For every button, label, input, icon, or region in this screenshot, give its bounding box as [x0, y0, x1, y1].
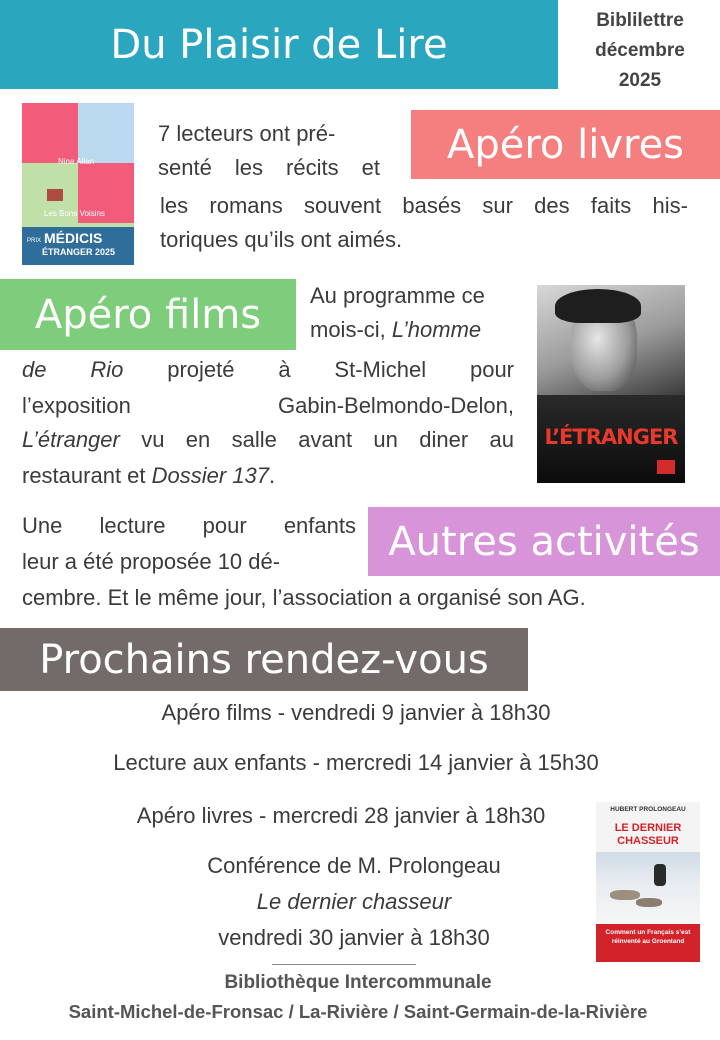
- apero-livres-text-2: senté les récits et: [158, 155, 380, 180]
- apero-films-line-6: [22, 460, 514, 492]
- event-apero-films: Apéro films - vendredi 9 janvier à 18h30: [161, 700, 551, 725]
- apero-films-line-3-text: projeté à St-Michel pour: [123, 357, 515, 382]
- book-cover-prize-small: PRIX: [27, 238, 42, 244]
- conference-book-title: Le dernier chasseur: [256, 889, 452, 914]
- apero-livres-heading-banner: [411, 110, 720, 179]
- newsletter-title: Du Plaisir de Lire: [110, 21, 448, 68]
- autres-text-1: Une lecture pour enfants: [22, 513, 356, 538]
- book-cover-author: HUBERT PROLONGEAU: [610, 806, 686, 813]
- book-cover-prize-line2: ÉTRANGER 2025: [42, 247, 116, 257]
- book-cover-le-dernier-chasseur: [596, 802, 700, 962]
- film-poster-letranger: [537, 285, 685, 483]
- book-cover-title-1: LE DERNIER: [614, 822, 682, 834]
- event-apero-livres: Apéro livres - mercredi 28 janvier à 18h30: [136, 803, 546, 828]
- autres-activites-heading-banner: [368, 507, 720, 576]
- apero-films-heading: Apéro films: [34, 291, 262, 338]
- apero-livres-text-3: les romans souvent basés sur des faits his-: [160, 193, 688, 218]
- apero-films-intro: Au programme ce: [310, 283, 485, 308]
- autres-text-2: leur a été proposée 10 dé-: [22, 549, 281, 574]
- event-conference-date: vendredi 30 janvier à 18h30: [218, 925, 490, 950]
- apero-films-line-6-end: .: [269, 463, 276, 488]
- footer-divider: [272, 964, 416, 965]
- book-cover-prize: MÉDICIS: [44, 230, 103, 246]
- book-cover-author: Nina Allan: [58, 157, 95, 166]
- apero-films-heading-banner: [0, 279, 296, 350]
- edition-month: décembre: [595, 40, 685, 61]
- event-lecture-enfants: Lecture aux enfants - mercredi 14 janvier à 15h30: [113, 750, 599, 775]
- edition-name: Biblilettre: [596, 10, 684, 31]
- apero-films-line-2-text: mois-ci,: [310, 317, 392, 342]
- edition-label: [570, 6, 710, 96]
- apero-films-line-3: [22, 354, 514, 386]
- newsletter-title-banner: [0, 0, 558, 89]
- film-title-homme-de-rio-end: de Rio: [22, 357, 124, 382]
- footer-communes: Saint-Michel-de-Fronsac / La-Rivière / Saint-Germain-de-la-Rivière: [68, 1001, 648, 1022]
- apero-films-line-5: [22, 424, 514, 456]
- apero-films-line-6-text: restaurant et: [22, 463, 152, 488]
- apero-livres-heading: Apéro livres: [446, 121, 685, 168]
- film-title-homme-de-rio: L’homme: [391, 317, 482, 342]
- edition-year: 2025: [618, 70, 662, 91]
- book-cover-title-2: CHASSEUR: [617, 835, 679, 847]
- apero-films-line-2: [310, 314, 525, 346]
- apero-films-line-5-text: vu en salle avant un diner au: [119, 427, 514, 452]
- film-poster-title: L’ÉTRANGER: [544, 425, 678, 449]
- book-cover-les-bons-voisins: [22, 103, 134, 265]
- apero-films-line-4: l’exposition Gabin-Belmondo-Delon,: [22, 393, 514, 418]
- book-cover-title: Les Bons Voisins: [44, 209, 105, 218]
- footer-library-name: Bibliothèque Intercommunale: [224, 972, 492, 993]
- prochains-heading: Prochains rendez-vous: [39, 636, 489, 683]
- book-cover-tagline: Comment un Français s’est réinventé au Groenland: [605, 929, 691, 945]
- apero-livres-text-1: 7 lecteurs ont pré-: [158, 121, 336, 146]
- event-conference: Conférence de M. Prolongeau: [207, 853, 501, 878]
- autres-activites-heading: Autres activités: [388, 518, 700, 565]
- film-title-dossier-137: Dossier 137: [151, 463, 270, 488]
- prochains-heading-banner: [0, 628, 528, 691]
- film-title-letranger: L’étranger: [22, 427, 120, 452]
- autres-text-3: cembre. Et le même jour, l’association a organisé son AG.: [22, 585, 586, 610]
- apero-livres-text-4: toriques qu’ils ont aimés.: [160, 227, 403, 252]
